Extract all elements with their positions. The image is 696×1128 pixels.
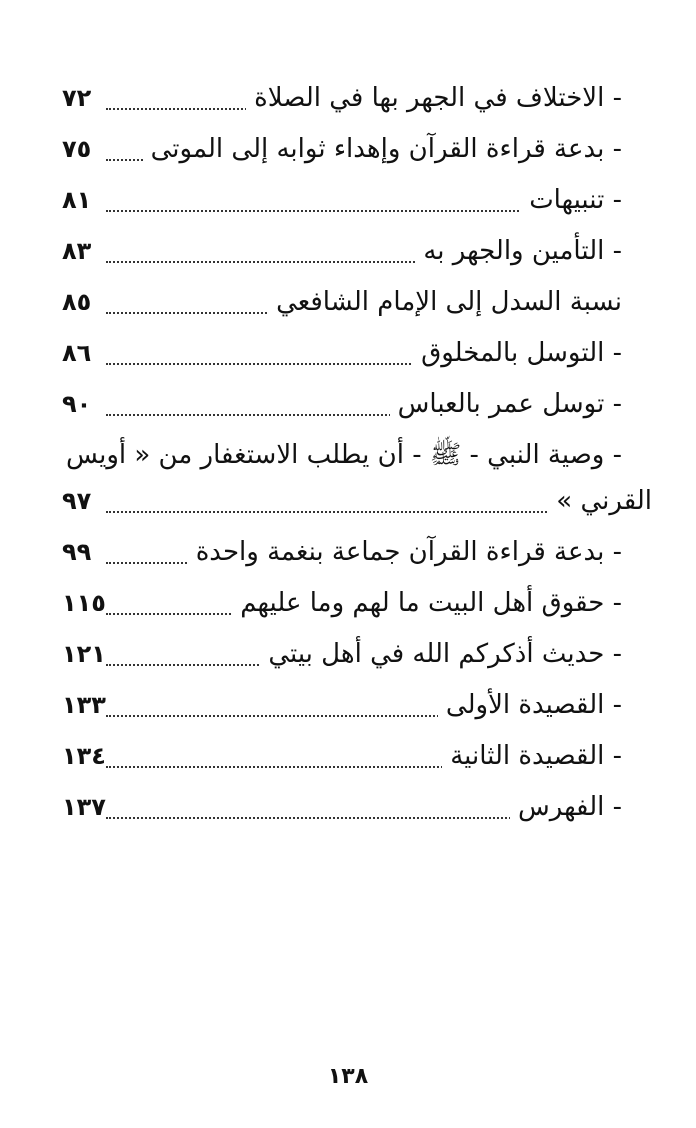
toc-entry-title: القرني » (548, 483, 652, 519)
toc-entry-title: - القصيدة الأولى (438, 687, 622, 723)
table-of-contents (62, 74, 652, 834)
dot-leader (106, 511, 622, 513)
toc-entry (62, 732, 622, 783)
toc-entry-wrapped-line (62, 431, 622, 477)
toc-entry (62, 579, 622, 630)
toc-entry-page: ١٣٣ (62, 691, 106, 719)
toc-entry (62, 329, 622, 380)
toc-entry-title: - وصية النبي - ﷺ - أن يطلب الاستغفار من « أويس (66, 437, 622, 473)
toc-entry-page: ١١٥ (62, 589, 106, 617)
toc-entry (62, 278, 622, 329)
toc-entry-title: نسبة السدل إلى الإمام الشافعي (268, 284, 622, 320)
toc-entry-title: - تنبيهات (521, 182, 622, 218)
toc-entry-page: ١٣٧ (62, 793, 106, 821)
toc-entry-page: ١٣٤ (62, 742, 106, 770)
toc-entry-page: ٨٣ (62, 235, 106, 267)
toc-entry (62, 227, 622, 278)
toc-entry-page: ٧٥ (62, 133, 106, 165)
toc-entry (62, 783, 622, 834)
toc-entry-title: - بدعة قراءة القرآن وإهداء ثوابه إلى الموتى (143, 131, 622, 167)
toc-entry-title: - التوسل بالمخلوق (413, 335, 622, 371)
toc-entry-title: - بدعة قراءة القرآن جماعة بنغمة واحدة (188, 534, 622, 570)
toc-entry-page: ٧٢ (62, 82, 106, 114)
toc-entry-title: - حقوق أهل البيت ما لهم وما عليهم (232, 585, 622, 621)
toc-entry-page: ١٢١ (62, 640, 106, 668)
toc-entry-title: - الاختلاف في الجهر بها في الصلاة (246, 80, 622, 116)
toc-entry-page: ٩٧ (62, 485, 106, 517)
toc-entry (62, 528, 622, 579)
toc-entry-title: - التأمين والجهر به (415, 233, 622, 269)
toc-entry (62, 125, 622, 176)
toc-entry-title: - توسل عمر بالعباس (390, 386, 622, 422)
toc-entry (62, 176, 622, 227)
toc-entry-title: - حديث أذكركم الله في أهل بيتي (260, 636, 622, 672)
toc-entry-title: - الفهرس (510, 789, 622, 825)
toc-entry-page: ٩٠ (62, 388, 106, 420)
page-number: ١٣٨ (327, 1064, 369, 1089)
toc-entry-page: ٨١ (62, 184, 106, 216)
toc-entry-page: ٩٩ (62, 536, 106, 568)
toc-entry (62, 630, 622, 681)
toc-entry-title: - القصيدة الثانية (442, 738, 622, 774)
toc-entry (62, 380, 622, 431)
toc-entry-page: ٨٥ (62, 286, 106, 318)
toc-entry (62, 477, 652, 528)
toc-entry (62, 681, 622, 732)
toc-entry (62, 74, 622, 125)
toc-entry-page: ٨٦ (62, 337, 106, 369)
